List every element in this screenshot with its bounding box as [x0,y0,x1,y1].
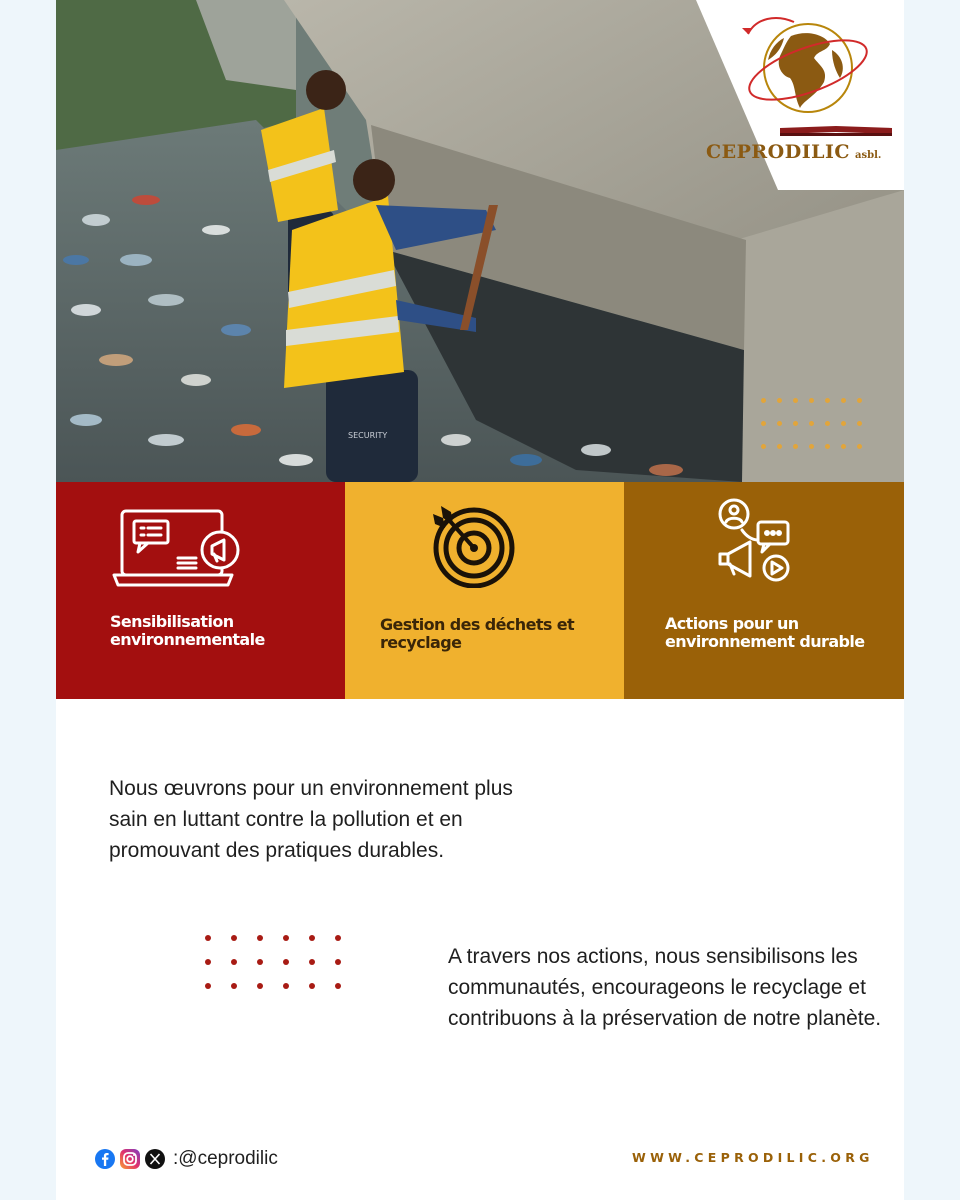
feature-action [624,482,904,699]
feature-awareness [56,482,345,699]
logo-suffix-text: asbl. [854,150,882,161]
feature-waste [345,482,624,699]
decorative-dots-body [205,935,341,989]
instagram-icon[interactable] [119,1148,141,1170]
facebook-icon[interactable] [94,1148,116,1170]
website-link[interactable]: WWW.CEPRODILIC.ORG [632,1150,874,1165]
laptop-megaphone-icon [112,508,244,592]
actions-paragraph: A travers nos actions, nous sensibilisons les communautés, encourageons le recyclage et contribuons à la préservation de notre planète. [448,945,882,1030]
decorative-dots-photo [761,398,862,449]
x-icon[interactable] [144,1148,166,1170]
feature-waste-label: Gestion des déchets et recyclage [380,615,575,652]
vest-text: SECURITY [348,431,388,440]
social-row [94,1147,278,1171]
feature-band [56,482,904,699]
target-arrow-icon [429,498,519,588]
feature-awareness-label: Sensibilisation environnementale [110,612,265,649]
intro-paragraph: Nous œuvrons pour un environnement plus sain en luttant contre la pollution et en promouvant des pratiques durables. [109,777,513,862]
poster-card [56,0,904,1200]
logo-wordmark [706,141,904,163]
communication-icon [706,496,806,592]
feature-action-label: Actions pour un environnement durable [665,614,865,651]
book-icon [780,126,892,136]
logo-name-text: CEPRODILIC [706,141,850,163]
social-handle[interactable]: :@ceprodilic [173,1148,278,1169]
